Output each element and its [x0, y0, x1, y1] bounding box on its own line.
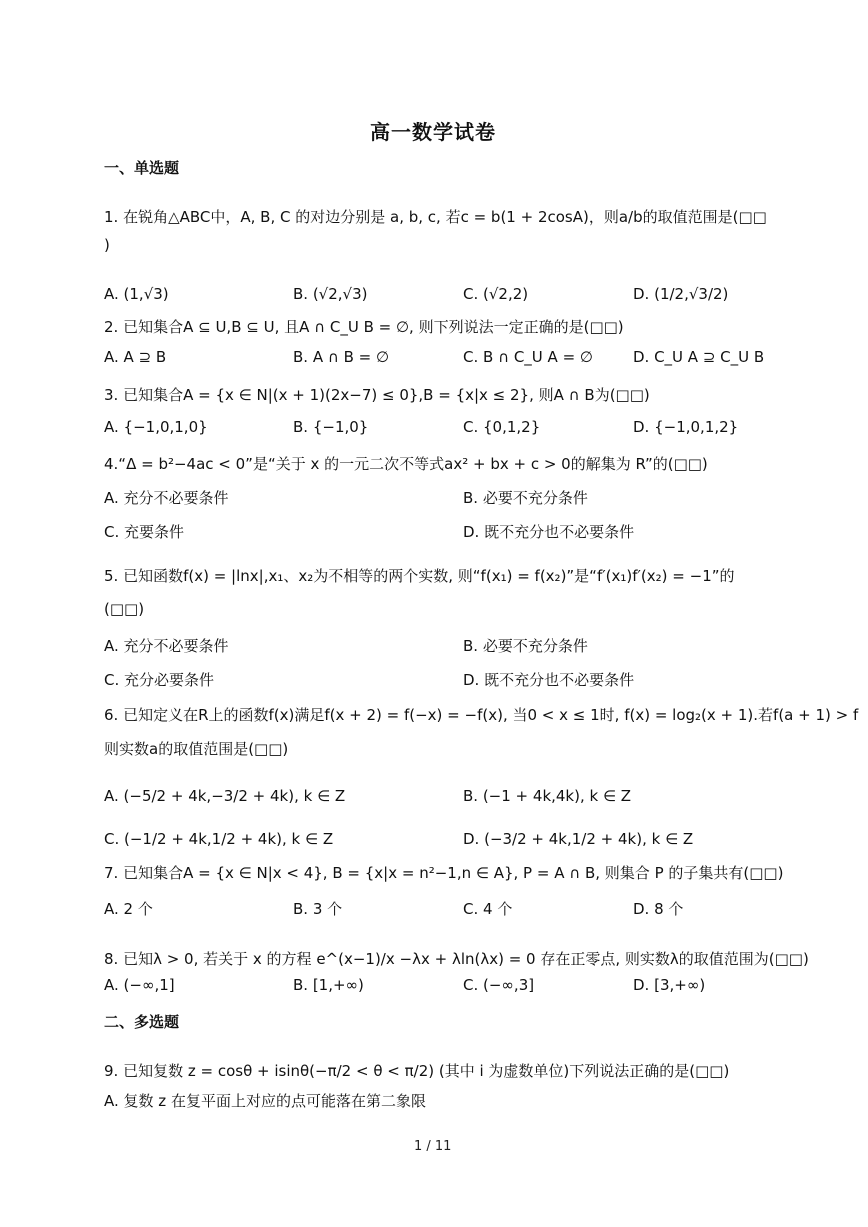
question-1-option-c: C. (√2,2) [463, 285, 529, 303]
question-9-stem: 9. 已知复数 z = cosθ + isinθ(−π/2 < θ < π/2) (其中 i 为虚数单位)下列说法正确的是(□□) [104, 1062, 730, 1080]
question-4-stem: 4.“Δ = b²−4ac < 0”是“关于 x 的一元二次不等式ax² + bx + c > 0的解集为 R”的(□□) [104, 455, 708, 473]
question-5-stem: 5. 已知函数f(x) = |lnx|,x₁、x₂为不相等的两个实数, 则“f(x₁) = f(x₂)”是“f′(x₁)f′(x₂) = −1”的 [104, 567, 735, 585]
question-4-option-a: A. 充分不必要条件 [104, 489, 229, 507]
question-5-stem-continued: (□□) [104, 600, 145, 618]
question-2-stem: 2. 已知集合A ⊆ U,B ⊆ U, 且A ∩ C_U B = ∅, 则下列说法一定正确的是(□□) [104, 318, 624, 336]
question-1-option-a: A. (1,√3) [104, 285, 169, 303]
question-2-option-a: A. A ⊇ B [104, 348, 167, 366]
question-4-option-b: B. 必要不充分条件 [463, 489, 588, 507]
question-6-stem-continued: 则实数a的取值范围是(□□) [104, 740, 289, 758]
question-2-option-b: B. A ∩ B = ∅ [293, 348, 390, 366]
question-5-option-b: B. 必要不充分条件 [463, 637, 588, 655]
question-6-option-a: A. (−5/2 + 4k,−3/2 + 4k), k ∈ Z [104, 787, 346, 805]
question-6-option-b: B. (−1 + 4k,4k), k ∈ Z [463, 787, 632, 805]
page-number: 1 / 11 [414, 1139, 452, 1154]
question-6-option-c: C. (−1/2 + 4k,1/2 + 4k), k ∈ Z [104, 830, 334, 848]
question-1-option-d: D. (1/2,√3/2) [633, 285, 729, 303]
question-2-option-d: D. C_U A ⊇ C_U B [633, 348, 765, 366]
question-1-stem: 1. 在锐角△ABC中，A, B, C 的对边分别是 a, b, c, 若c = b(1 + 2cosA)，则a/b的取值范围是(□□ [104, 208, 767, 226]
section-heading-single-choice: 一、单选题 [104, 159, 180, 177]
question-6-option-d: D. (−3/2 + 4k,1/2 + 4k), k ∈ Z [463, 830, 694, 848]
question-7-stem: 7. 已知集合A = {x ∈ N|x < 4}, B = {x|x = n²−1,n ∈ A}, P = A ∩ B, 则集合 P 的子集共有(□□) [104, 864, 784, 882]
section-heading-multiple-choice: 二、多选题 [104, 1013, 180, 1031]
question-8-stem: 8. 已知λ > 0, 若关于 x 的方程 e^(x−1)/x −λx + λln(λx) = 0 存在正零点, 则实数λ的取值范围为(□□) [104, 950, 809, 968]
question-7-option-c: C. 4 个 [463, 900, 513, 918]
question-3-option-a: A. {−1,0,1,0} [104, 418, 208, 436]
question-7-option-d: D. 8 个 [633, 900, 684, 918]
question-5-option-d: D. 既不充分也不必要条件 [463, 671, 635, 689]
page-title: 高一数学试卷 [370, 120, 496, 144]
question-5-option-a: A. 充分不必要条件 [104, 637, 229, 655]
question-7-option-b: B. 3 个 [293, 900, 343, 918]
question-9-option-a: A. 复数 z 在复平面上对应的点可能落在第二象限 [104, 1092, 426, 1110]
question-3-option-b: B. {−1,0} [293, 418, 369, 436]
question-1-option-b: B. (√2,√3) [293, 285, 368, 303]
question-1-stem-continued: ) [104, 236, 110, 254]
question-7-option-a: A. 2 个 [104, 900, 153, 918]
question-3-option-d: D. {−1,0,1,2} [633, 418, 739, 436]
question-4-option-d: D. 既不充分也不必要条件 [463, 523, 635, 541]
question-8-option-d: D. [3,+∞) [633, 976, 706, 994]
question-3-stem: 3. 已知集合A = {x ∈ N|(x + 1)(2x−7) ≤ 0},B = {x|x ≤ 2}, 则A ∩ B为(□□) [104, 386, 650, 404]
question-5-option-c: C. 充分必要条件 [104, 671, 215, 689]
question-4-option-c: C. 充要条件 [104, 523, 185, 541]
question-6-stem: 6. 已知定义在R上的函数f(x)满足f(x + 2) = f(−x) = −f(x), 当0 < x ≤ 1时, f(x) = log₂(x + 1).若f(a + 1) > f [104, 706, 859, 724]
question-2-option-c: C. B ∩ C_U A = ∅ [463, 348, 593, 366]
question-8-option-b: B. [1,+∞) [293, 976, 364, 994]
question-8-option-c: C. (−∞,3] [463, 976, 535, 994]
question-8-option-a: A. (−∞,1] [104, 976, 175, 994]
question-3-option-c: C. {0,1,2} [463, 418, 541, 436]
